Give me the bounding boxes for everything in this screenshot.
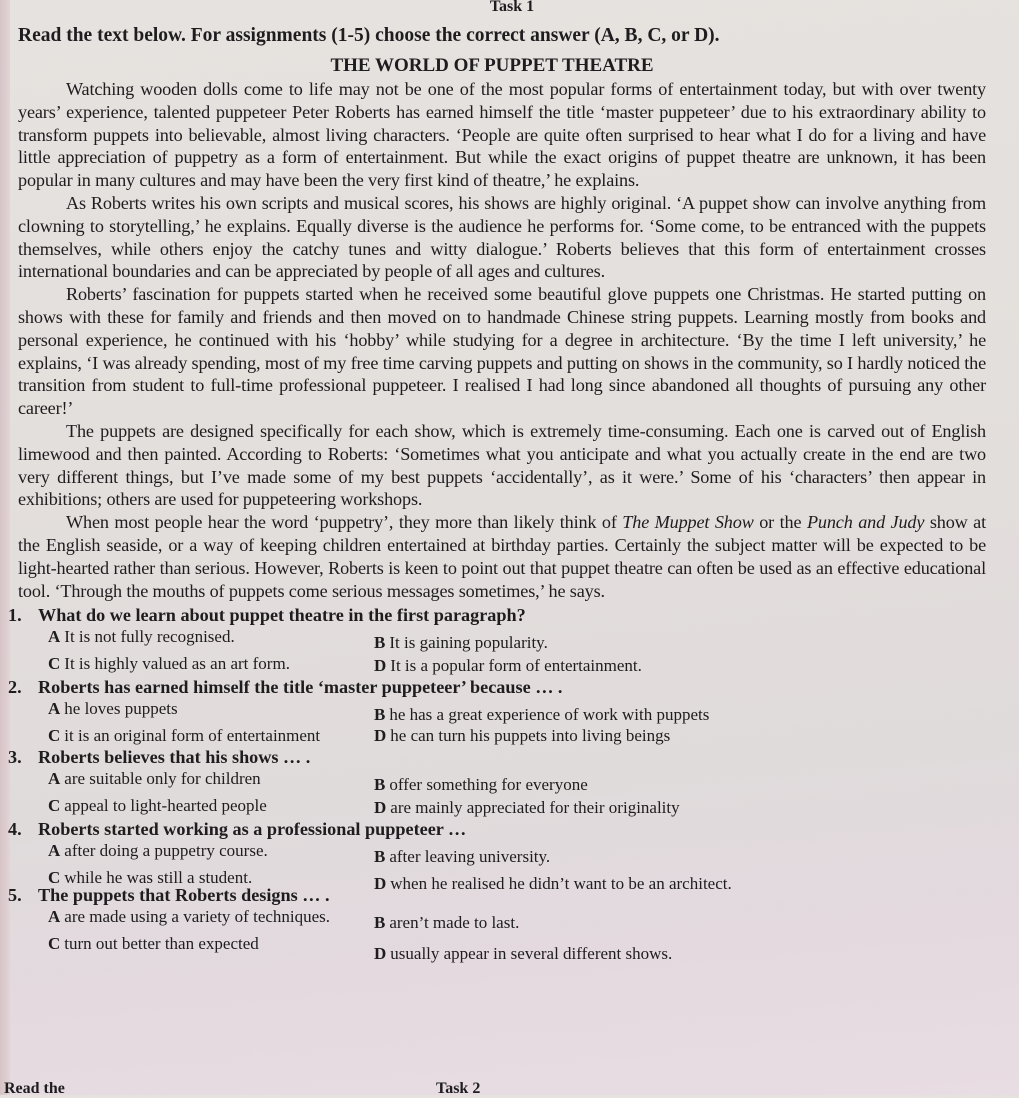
- option-text: It is a popular form of entertainment.: [390, 656, 642, 676]
- option-text: It is highly valued as an art form.: [64, 654, 290, 674]
- option-letter: C: [48, 796, 61, 816]
- option-b[interactable]: [374, 698, 934, 725]
- option-letter: D: [374, 726, 387, 746]
- question-3: [8, 746, 986, 818]
- option-text: after doing a puppetry course.: [64, 841, 268, 861]
- option-c[interactable]: [48, 933, 374, 964]
- title-muppet-show: The Muppet Show: [622, 512, 754, 533]
- option-text: turn out better than expected: [64, 934, 259, 954]
- option-text: usually appear in several different shows.: [390, 944, 673, 964]
- option-c[interactable]: [48, 725, 374, 746]
- option-b[interactable]: [374, 840, 934, 867]
- paragraph-2: [18, 192, 986, 283]
- paragraph-4: [18, 420, 986, 511]
- option-a[interactable]: [48, 626, 374, 653]
- question-number: 2.: [8, 677, 22, 698]
- paragraph-text: or the: [753, 512, 807, 533]
- option-letter: C: [48, 934, 61, 954]
- question-text: The puppets that Roberts designs … .: [38, 885, 330, 906]
- title-punch-and-judy: Punch and Judy: [806, 512, 925, 533]
- option-letter: A: [48, 769, 61, 789]
- question-text: Roberts has earned himself the title ‘master puppeteer’ because … .: [38, 677, 563, 698]
- option-letter: B: [374, 913, 386, 933]
- paragraph-5: [18, 511, 986, 602]
- option-letter: B: [374, 705, 386, 725]
- paragraph-text: The puppets are designed specifically for each show, which is extremely time-consuming. Each one is carved out of English limewood and then painted. According to Roberts: ‘Sometimes what you anticipate and what you actually create in the end are two very different things, but I’ve made some of my best puppets ‘accidentally’, as it were.’ Some of his ‘characters’ then appear in exhibitions; others are used for puppeteering workshops.: [18, 420, 986, 510]
- question-number: 4.: [8, 819, 22, 840]
- question-text: Roberts believes that his shows … .: [38, 747, 311, 768]
- option-a[interactable]: [48, 698, 374, 725]
- option-letter: B: [374, 633, 386, 653]
- option-letter: D: [374, 944, 387, 964]
- option-text: when he realised he didn’t want to be an architect.: [390, 874, 732, 894]
- questions-list: [8, 604, 986, 964]
- question-text: What do we learn about puppet theatre in the first paragraph?: [38, 605, 526, 626]
- option-letter: C: [48, 654, 61, 674]
- option-text: aren’t made to last.: [389, 913, 520, 933]
- article-title: THE WORLD OF PUPPET THEATRE: [330, 55, 654, 76]
- option-text: he loves puppets: [64, 699, 178, 719]
- page-edge-shadow: [0, 0, 10, 1095]
- option-b[interactable]: [374, 906, 934, 933]
- option-b[interactable]: [374, 768, 934, 795]
- option-a[interactable]: [48, 840, 374, 867]
- option-letter: A: [48, 907, 61, 927]
- option-c[interactable]: [48, 795, 374, 818]
- option-a[interactable]: [48, 768, 374, 795]
- option-letter: D: [374, 656, 387, 676]
- option-letter: B: [374, 847, 386, 867]
- question-2: [8, 676, 986, 746]
- paragraph-text: As Roberts writes his own scripts and musical scores, his shows are highly original. ‘A puppet show can involve anything from clowning to storytelling,’ he explains. Equally diverse is the audience he performs for. ‘Some come, to be entranced with the puppets themselves, while others enjoy the catchy tunes and witty dialogue.’ Roberts believes that this form of entertainment crosses international boundaries and can be appreciated by people of all ages and cultures.: [18, 192, 986, 282]
- option-b[interactable]: [374, 626, 934, 653]
- paragraph-text: Roberts’ fascination for puppets started when he received some beautiful glove puppets one Christmas. He started putting on shows with these for family and friends and then moved on to handmade Chinese string puppets. Learning mostly from books and personal experience, he continued with his ‘hobby’ while studying for a degree in architecture. ‘By the time I left university,’ he explains, ‘I was already spending, most of my free time carving puppets and putting on shows in the community, so I hardly noticed the transition from student to full-time professional puppeteer. I realised I had long since abandoned all thoughts of pursuing any other career!’: [18, 284, 986, 419]
- option-d[interactable]: [374, 933, 934, 964]
- task-title: Task 1: [489, 0, 535, 15]
- option-text: while he was still a student.: [64, 868, 253, 888]
- question-number: 1.: [8, 605, 22, 626]
- option-letter: C: [48, 868, 61, 888]
- option-d[interactable]: [374, 725, 934, 746]
- paragraph-1: [18, 78, 986, 192]
- option-text: it is an original form of entertainment: [64, 726, 321, 746]
- option-letter: A: [48, 627, 61, 647]
- worksheet-page: [4, 0, 987, 1097]
- instructions: Read the text below. For assignments (1-5) choose the correct answer (A, B, C, or D).: [18, 25, 720, 46]
- option-letter: D: [374, 798, 387, 818]
- option-letter: D: [374, 874, 387, 894]
- option-d[interactable]: [374, 867, 934, 894]
- option-text: It is not fully recognised.: [64, 627, 235, 647]
- paragraph-text: show at the English seaside, or a way of keeping children entertained at birthday parties. Certainly the subject matter will be expected to be light-hearted rather than serious. However, Roberts is keen to point out that puppet theatre can often be used as an effective educational tool. ‘Through the mouths of puppets come serious messages sometimes,’ he says.: [18, 512, 987, 601]
- question-number: 3.: [8, 747, 22, 768]
- option-text: he can turn his puppets into living beings: [390, 726, 671, 746]
- question-5: [8, 884, 986, 964]
- question-4: [8, 818, 986, 894]
- option-d[interactable]: [374, 653, 934, 676]
- option-letter: B: [374, 775, 386, 795]
- paragraph-3: [18, 283, 986, 420]
- next-task-title-cut: Task 2: [436, 1080, 481, 1097]
- option-letter: A: [48, 699, 61, 719]
- paragraph-text: Watching wooden dolls come to life may not be one of the most popular forms of entertainment today, but with over twenty years’ experience, talented puppeteer Peter Roberts has earned himself the title ‘master puppeteer’ due to his extraordinary ability to transform puppets into believable, almost living characters. ‘People are quite often surprised to hear what I do for a living and have little appreciation of puppetry as a form of entertainment. But while the exact origins of puppet theatre are unknown, it has been popular in many cultures and may have been the very first kind of theatre,’ he explains.: [18, 79, 986, 191]
- question-1: [8, 604, 986, 676]
- option-a[interactable]: [48, 906, 374, 933]
- question-text: Roberts started working as a professional puppeteer …: [38, 819, 467, 840]
- option-text: It is gaining popularity.: [389, 633, 548, 653]
- option-text: offer something for everyone: [389, 775, 588, 795]
- paragraph-text: When most people hear the word ‘puppetry’, they more than likely think of: [66, 512, 623, 533]
- next-instructions-cut: Read the: [4, 1080, 65, 1097]
- option-text: are suitable only for children: [64, 769, 261, 789]
- option-letter: C: [48, 726, 61, 746]
- option-text: after leaving university.: [389, 847, 551, 867]
- option-text: he has a great experience of work with puppets: [389, 705, 710, 725]
- option-text: are mainly appreciated for their originality: [390, 798, 680, 818]
- option-text: appeal to light-hearted people: [64, 796, 267, 816]
- option-d[interactable]: [374, 795, 934, 818]
- option-c[interactable]: [48, 653, 374, 676]
- question-number: 5.: [8, 885, 22, 906]
- option-letter: A: [48, 841, 61, 861]
- option-text: are made using a variety of techniques.: [64, 907, 331, 927]
